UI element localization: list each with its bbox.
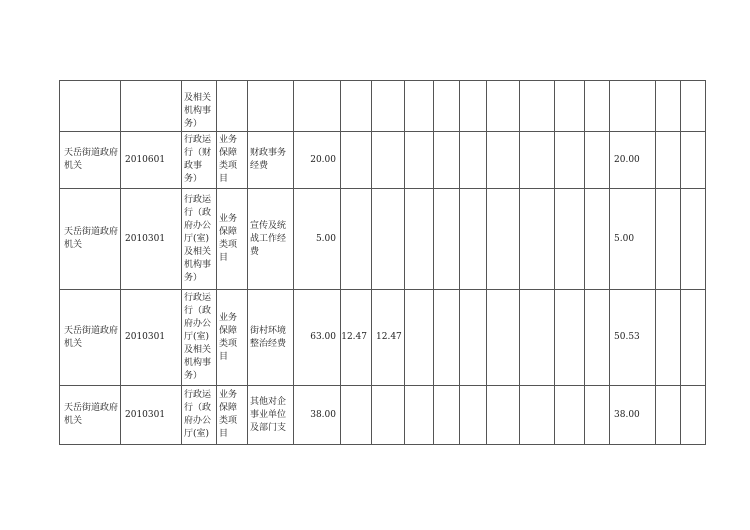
cell-department: 天岳街道政府机关 <box>60 132 121 189</box>
cell-function-code: 2010301 <box>121 386 182 445</box>
cell-empty <box>656 81 681 132</box>
cell-amount: 20.00 <box>610 132 656 189</box>
cell-empty <box>487 386 520 445</box>
cell-project-category: 业务保障类项目 <box>217 132 248 189</box>
cell-amount <box>341 386 372 445</box>
cell-empty <box>460 189 487 290</box>
cell-total: 38.00 <box>294 386 341 445</box>
table-row <box>60 386 706 445</box>
cell-amount <box>610 81 656 132</box>
cell-amount: 5.00 <box>610 189 656 290</box>
cell-project-name: 其他对企事业单位及部门支 <box>248 386 294 445</box>
cell-empty <box>405 290 434 386</box>
cell-empty <box>681 290 706 386</box>
cell-empty <box>585 386 610 445</box>
cell-empty <box>681 81 706 132</box>
cell-empty <box>656 189 681 290</box>
cell-total <box>294 81 341 132</box>
cell-empty <box>434 386 460 445</box>
cell-function-code: 2010601 <box>121 132 182 189</box>
cell-project-category: 业务保障类项目 <box>217 290 248 386</box>
cell-empty <box>585 290 610 386</box>
table-row <box>60 81 706 132</box>
cell-function-name: 行政运行（财政事务） <box>182 132 217 189</box>
cell-amount: 12.47 <box>372 290 405 386</box>
cell-empty <box>555 132 585 189</box>
cell-amount <box>341 81 372 132</box>
cell-department <box>60 81 121 132</box>
cell-empty <box>487 81 520 132</box>
cell-empty <box>585 81 610 132</box>
cell-function-code <box>121 81 182 132</box>
cell-empty <box>681 132 706 189</box>
cell-empty <box>434 189 460 290</box>
cell-empty <box>656 132 681 189</box>
cell-empty <box>405 386 434 445</box>
cell-amount <box>372 81 405 132</box>
cell-empty <box>487 290 520 386</box>
table-row <box>60 189 706 290</box>
cell-project-name: 街村环境整治经费 <box>248 290 294 386</box>
table-row <box>60 290 706 386</box>
cell-amount <box>372 386 405 445</box>
cell-project-name: 宣传及统战工作经费 <box>248 189 294 290</box>
cell-amount: 50.53 <box>610 290 656 386</box>
cell-empty <box>434 132 460 189</box>
cell-empty <box>555 189 585 290</box>
cell-function-name: 行政运行（政府办公厅(室)及相关机构事务） <box>182 290 217 386</box>
cell-empty <box>681 386 706 445</box>
cell-empty <box>460 290 487 386</box>
cell-empty <box>460 132 487 189</box>
cell-empty <box>460 81 487 132</box>
cell-amount <box>372 189 405 290</box>
cell-empty <box>555 386 585 445</box>
cell-project-name: 财政事务经费 <box>248 132 294 189</box>
cell-empty <box>460 386 487 445</box>
table-row <box>60 132 706 189</box>
cell-empty <box>555 290 585 386</box>
cell-department: 天岳街道政府机关 <box>60 189 121 290</box>
cell-amount <box>341 189 372 290</box>
cell-total: 63.00 <box>294 290 341 386</box>
cell-empty <box>487 132 520 189</box>
cell-project-category: 业务保障类项目 <box>217 189 248 290</box>
cell-function-name: 及相关 机构事 务） <box>182 81 217 132</box>
cell-department: 天岳街道政府机关 <box>60 290 121 386</box>
cell-total: 5.00 <box>294 189 341 290</box>
cell-empty <box>520 132 555 189</box>
cell-empty <box>555 81 585 132</box>
cell-function-name: 行政运行（政府办公厅(室) <box>182 386 217 445</box>
cell-empty <box>585 189 610 290</box>
cell-empty <box>656 290 681 386</box>
cell-empty <box>520 386 555 445</box>
cell-project-category <box>217 81 248 132</box>
cell-empty <box>656 386 681 445</box>
budget-table <box>59 80 706 445</box>
cell-amount: 12.47 <box>341 290 372 386</box>
cell-empty <box>405 81 434 132</box>
cell-project-name <box>248 81 294 132</box>
cell-department: 天岳街道政府机关 <box>60 386 121 445</box>
cell-empty <box>520 290 555 386</box>
cell-project-category: 业务保障类项目 <box>217 386 248 445</box>
cell-empty <box>434 290 460 386</box>
cell-empty <box>520 189 555 290</box>
cell-empty <box>487 189 520 290</box>
cell-amount <box>372 132 405 189</box>
cell-function-name: 行政运行（政府办公厅(室)及相关机构事务） <box>182 189 217 290</box>
cell-empty <box>405 189 434 290</box>
cell-empty <box>681 189 706 290</box>
cell-total: 20.00 <box>294 132 341 189</box>
cell-amount: 38.00 <box>610 386 656 445</box>
cell-function-code: 2010301 <box>121 189 182 290</box>
cell-function-code: 2010301 <box>121 290 182 386</box>
cell-empty <box>585 132 610 189</box>
cell-amount <box>341 132 372 189</box>
cell-empty <box>405 132 434 189</box>
cell-empty <box>434 81 460 132</box>
cell-empty <box>520 81 555 132</box>
